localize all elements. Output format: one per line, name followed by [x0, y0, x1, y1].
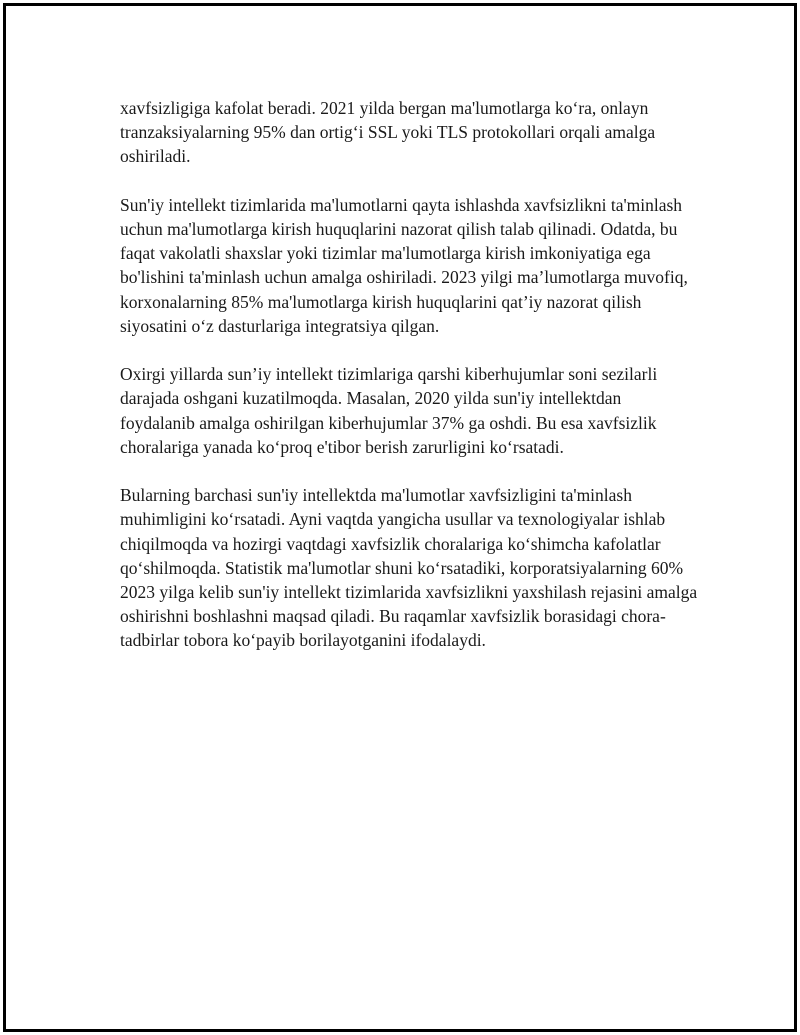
paragraph: xavfsizligiga kafolat beradi. 2021 yilda bergan ma'lumotlarga koʻra, onlayn tranzaksiyalarning 95% dan ortigʻi SSL yoki TLS protokollari orqali amalga oshiriladi. [120, 98, 656, 167]
document-body [120, 96, 700, 677]
paragraph: Sun'iy intellekt tizimlarida ma'lumotlarni qayta ishlashda xavfsizlikni ta'minlash uchun ma'lumotlarga kirish huquqlarini nazorat qilish talab qilinadi. Odatda, bu faqat vakolatli shaxslar yoki tizimlar ma'lumotlarga kirish imkoniyatiga ega bo'lishini ta'minlash uchun amalga oshiriladi. 2023 yilgi maʼlumotlarga muvofiq, korxonalarning 85% ma'lumotlarga kirish huquqlarini qat’iy nazorat qilish siyosatini oʻz dasturlariga integratsiya qilgan. [120, 194, 688, 336]
document-page [3, 3, 797, 1032]
paragraph: Bularning barchasi sun'iy intellektda ma'lumotlar xavfsizligini ta'minlash muhimligini koʻrsatadi. Ayni vaqtda yangicha usullar va texnologiyalar ishlab chiqilmoqda va hozirgi vaqtdagi xavfsizlik choralariga koʻshimcha kafolatlar qoʻshilmoqda. Statistik ma'lumotlar shuni koʻrsatadiki, korporatsiyalarning 60% 2023 yilga kelib sun'iy intellekt tizimlarida xavfsizlikni yaxshilash rejasini amalga oshirishni boshlashni maqsad qiladi. Bu raqamlar xavfsizlik borasidagi chora-tadbirlar tobora koʻpayib borilayotganini ifodalaydi. [120, 485, 698, 651]
paragraph: Oxirgi yillarda sun’iy intellekt tizimlariga qarshi kiberhujumlar soni sezilarli darajada oshgani kuzatilmoqda. Masalan, 2020 yilda sun'iy intellektdan foydalanib amalga oshirilgan kiberhujumlar 37% ga oshdi. Bu esa xavfsizlik choralariga yanada koʻproq e'tibor berish zarurligini koʻrsatadi. [120, 364, 658, 457]
